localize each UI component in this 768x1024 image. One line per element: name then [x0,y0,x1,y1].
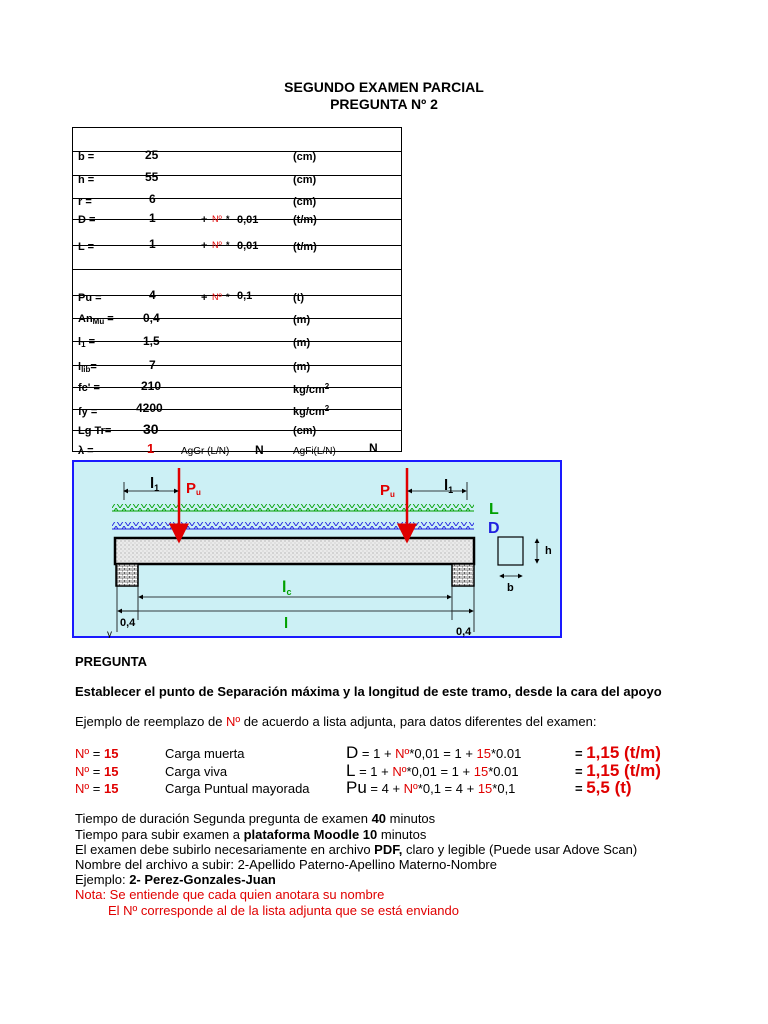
plus-sign: + [201,239,208,252]
note-line-2: El Nº corresponde al de la lista adjunta que se está enviando [108,903,459,918]
right-support [452,564,474,586]
total-span-label: l [284,615,289,632]
right-pu-label: Pu [380,482,395,499]
n-symbol: Nº [212,214,222,224]
param-row-fc [73,366,402,388]
question-title: PREGUNTA Nº 2 [330,96,438,112]
param-value: 1 [149,211,156,225]
live-load-band [112,504,474,511]
param-label: D = [78,214,96,226]
param-value: 7 [149,357,156,372]
param-label: fc' = [78,381,100,394]
row-description: Carga Puntual mayorada [165,781,310,796]
param-unit: (t/m) [293,214,317,226]
param-unit: (m) [293,314,311,326]
row-result: = 1,15 (t/m) [575,743,661,762]
instruction-example: Ejemplo: 2- Perez-Gonzales-Juan [75,872,276,887]
param-increment: 0,1 [237,289,253,302]
param-unit: (t) [293,291,304,304]
param-row-h [73,152,402,176]
param-unit: (m) [293,337,311,349]
right-l1-label: $l_1$ [444,477,454,495]
row-formula: D = 1 + Nº*0,01 = 1 + 15*0.01 [346,743,522,762]
instruction-duration: Tiempo de duración Segunda pregunta de examen 40 minutos [75,811,436,826]
pregunta-heading: PREGUNTA [75,654,147,669]
param-value: 30 [143,421,159,437]
note-line-1: Nota: Se entiende que cada quien anotara su nombre [75,887,385,902]
param-value: 6 [149,192,156,206]
param-label: Pu = [78,291,102,304]
param-row-fy [73,388,402,410]
times-sign: * [226,291,230,302]
param-row-b [73,128,402,152]
parameters-table [72,127,402,457]
param-increment: 0,01 [237,239,259,252]
param-label: Lg Tr= [78,425,112,437]
param-label: L = [78,240,95,253]
row-formula: L = 1 + Nº*0,01 = 1 + 15*0.01 [346,761,519,780]
param-value: 4200 [136,400,163,415]
param-value: 4 [149,287,156,302]
left-pu-label: Pu [186,480,201,497]
row-n: Nº = 15 [75,764,119,779]
agfi-value: N [369,441,378,455]
param-label: $l_{lib}=$ [78,360,97,374]
param-unit: (cm) [293,150,317,163]
row-description: Carga viva [165,764,228,779]
param-label: λ = [78,445,94,457]
param-label: h = [78,173,95,186]
instruction-filename: Nombre del archivo a subir: 2-Apellido Paterno-Apellino Materno-Nombre [75,857,497,872]
param-label: $An_{Mu}$ = [78,313,114,326]
param-value: 1,5 [143,334,160,348]
param-increment: 0,01 [237,214,259,226]
plus-sign: + [201,214,208,226]
param-unit: (t/m) [293,240,317,253]
param-row-d [73,199,402,220]
dead-load-label: D [488,520,500,537]
param-label: fy = [78,405,98,418]
param-value: 210 [141,378,162,393]
param-label: r = [78,196,92,208]
instruction-upload-time: Tiempo para subir examen a plataforma Moodle 10 minutos [75,827,427,842]
pregunta-text: Establecer el punto de Separación máxima y la longitud de este tramo, desde la cara del apoyo [75,684,662,699]
dead-load-band [112,522,474,529]
param-value: 0,4 [143,311,160,325]
param-row-l1 [73,319,402,342]
exam-title: SEGUNDO EXAMEN PARCIAL [284,79,484,95]
section-height-label: h [545,545,552,557]
param-row-llib [73,342,402,366]
aggr-label: AgGr (L/N) [181,446,230,457]
param-value: 1 [149,236,156,251]
param-unit: $kg/cm^2$ [293,403,330,418]
times-sign: * [226,239,230,250]
beam-diagram [72,460,562,638]
param-unit: (m) [293,360,311,373]
param-value: 55 [145,169,159,184]
left-support-label: 0,4 [120,617,136,629]
row-result: = 5,5 (t) [575,778,632,797]
row-n: Nº = 15 [75,781,119,796]
y-axis-label: y [107,629,112,638]
beam [115,538,474,564]
param-label: $l_1$ = [78,336,96,349]
left-l1-label: $l_1$ [150,475,160,493]
param-value: 1 [147,441,155,456]
param-unit: $kg/cm^2$ [293,381,330,396]
instruction-pdf: El examen debe subirlo necesariamente en archivo PDF, claro y legible (Puede usar Adove Scan) [75,842,638,857]
row-result: = 1,15 (t/m) [575,761,661,780]
agfi-label: AgFi(L/N) [293,446,336,457]
times-sign: * [226,214,230,224]
param-row-pu [73,270,402,296]
aggr-value: N [255,443,264,457]
left-support [116,564,138,586]
param-unit: (cm) [293,425,317,437]
n-symbol: Nº [212,291,222,302]
param-row-lambda [73,431,402,452]
clear-span-label: lc [282,579,292,597]
right-support-label: 0,4 [456,626,472,638]
row-description: Carga muerta [165,746,245,761]
param-row-lgtr [73,410,402,431]
live-load-label: L [489,501,499,518]
n-symbol: Nº [212,239,222,250]
example-intro: Ejemplo de reemplazo de Nº de acuerdo a lista adjunta, para datos diferentes del examen: [75,714,597,729]
row-n: Nº = 15 [75,746,119,761]
param-label: b = [78,150,95,163]
row-formula: Pu = 4 + Nº*0,1 = 4 + 15*0,1 [346,778,516,797]
param-unit: (cm) [293,173,317,186]
param-unit: (cm) [293,196,317,208]
section-width-label: b [507,582,514,594]
plus-sign: + [201,291,208,304]
param-value: 25 [145,147,159,162]
param-row-r [73,176,402,199]
